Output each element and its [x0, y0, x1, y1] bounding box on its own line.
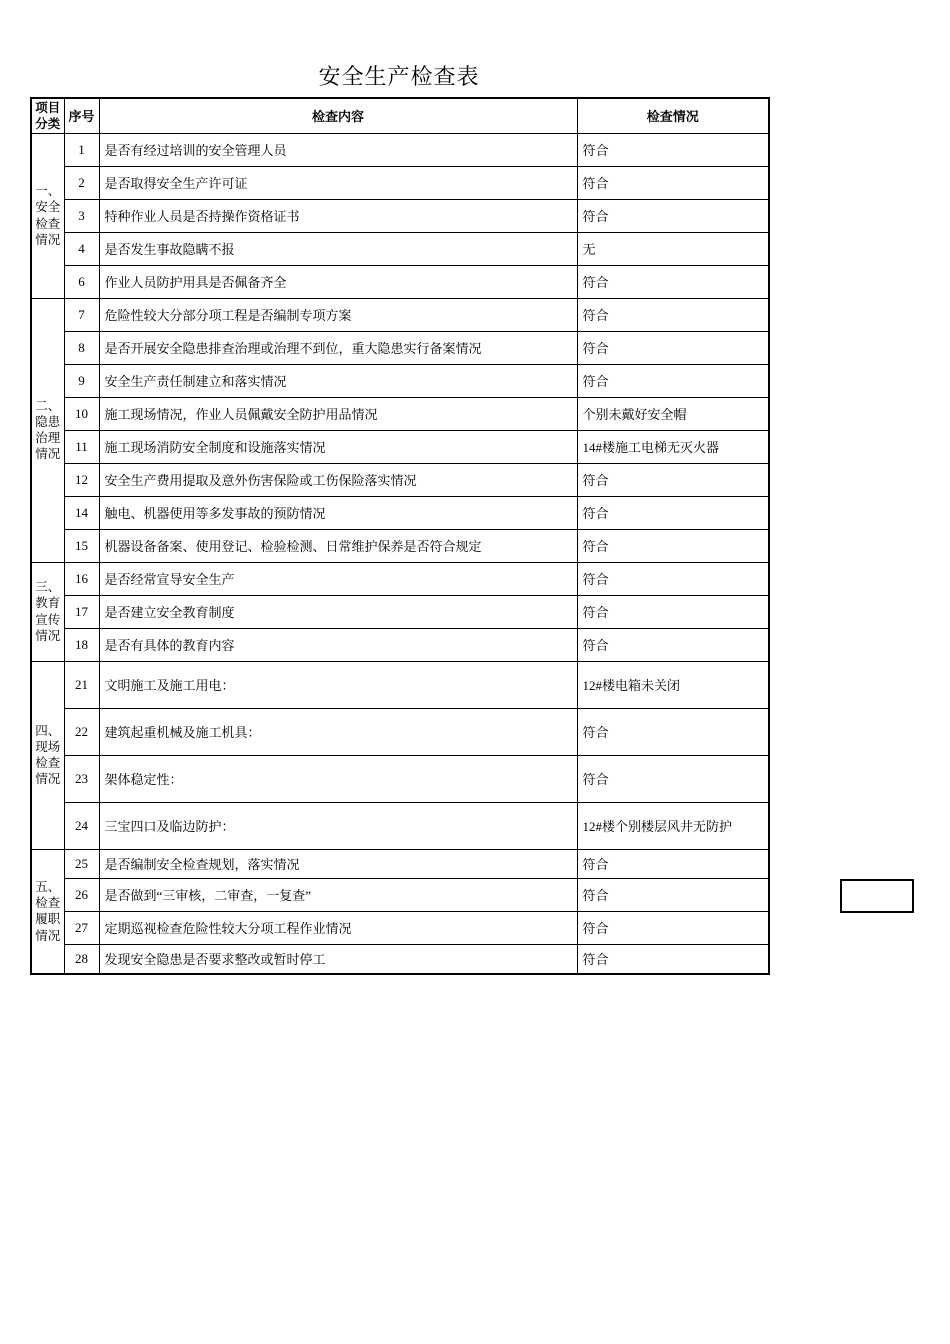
row-status: 12#楼个别楼层风井无防护 [577, 802, 769, 849]
row-status: 符合 [577, 133, 769, 166]
row-number: 22 [64, 708, 99, 755]
row-content: 安全生产责任制建立和落实情况 [99, 364, 577, 397]
row-status: 符合 [577, 364, 769, 397]
table-row [31, 911, 769, 944]
row-status: 符合 [577, 849, 769, 878]
row-number: 28 [64, 944, 99, 974]
table-row [31, 802, 769, 849]
row-number: 11 [64, 430, 99, 463]
table-row [31, 232, 769, 265]
row-content: 是否发生事故隐瞒不报 [99, 232, 577, 265]
row-content: 施工现场消防安全制度和设施落实情况 [99, 430, 577, 463]
row-number: 17 [64, 595, 99, 628]
row-content: 危险性较大分部分项工程是否编制专项方案 [99, 298, 577, 331]
row-content: 是否开展安全隐患排查治理或治理不到位，重大隐患实行备案情况 [99, 331, 577, 364]
table-row [31, 331, 769, 364]
row-status: 符合 [577, 755, 769, 802]
row-number: 1 [64, 133, 99, 166]
row-content: 机器设备备案、使用登记、检验检测、日常维护保养是否符合规定 [99, 529, 577, 562]
row-status: 符合 [577, 199, 769, 232]
header-row [31, 98, 769, 133]
row-status: 符合 [577, 595, 769, 628]
row-content: 架体稳定性： [99, 755, 577, 802]
table-row [31, 265, 769, 298]
row-number: 7 [64, 298, 99, 331]
row-number: 3 [64, 199, 99, 232]
row-status: 12#楼电箱未关闭 [577, 661, 769, 708]
table-row [31, 755, 769, 802]
table-row [31, 529, 769, 562]
row-number: 10 [64, 397, 99, 430]
row-content: 是否做到“三审核，二审查，一复查” [99, 878, 577, 911]
table-row [31, 496, 769, 529]
row-content: 发现安全隐患是否要求整改或暂时停工 [99, 944, 577, 974]
table-row [31, 628, 769, 661]
row-status: 符合 [577, 529, 769, 562]
header-status: 检查情况 [577, 98, 769, 133]
row-content: 是否经常宣导安全生产 [99, 562, 577, 595]
table-row [31, 430, 769, 463]
row-number: 26 [64, 878, 99, 911]
empty-note-box [840, 879, 914, 913]
row-status: 符合 [577, 944, 769, 974]
row-status: 个别未戴好安全帽 [577, 397, 769, 430]
table-row [31, 298, 769, 331]
table-row [31, 595, 769, 628]
row-status: 符合 [577, 911, 769, 944]
row-status: 符合 [577, 166, 769, 199]
row-number: 15 [64, 529, 99, 562]
row-number: 6 [64, 265, 99, 298]
row-number: 25 [64, 849, 99, 878]
row-status: 符合 [577, 878, 769, 911]
row-content: 施工现场情况，作业人员佩戴安全防护用品情况 [99, 397, 577, 430]
row-content: 安全生产费用提取及意外伤害保险或工伤保险落实情况 [99, 463, 577, 496]
category-cell: 一、安全检查情况 [31, 133, 64, 298]
row-content: 三宝四口及临边防护： [99, 802, 577, 849]
row-status: 符合 [577, 463, 769, 496]
row-content: 作业人员防护用具是否佩备齐全 [99, 265, 577, 298]
inspection-table [30, 97, 770, 975]
category-cell: 五、检查履职情况 [31, 849, 64, 974]
row-content: 建筑起重机械及施工机具： [99, 708, 577, 755]
table-row [31, 199, 769, 232]
row-status: 无 [577, 232, 769, 265]
table-row [31, 708, 769, 755]
row-number: 24 [64, 802, 99, 849]
row-number: 4 [64, 232, 99, 265]
row-status: 符合 [577, 298, 769, 331]
row-number: 16 [64, 562, 99, 595]
row-number: 9 [64, 364, 99, 397]
row-number: 18 [64, 628, 99, 661]
row-status: 符合 [577, 708, 769, 755]
row-content: 是否有具体的教育内容 [99, 628, 577, 661]
row-number: 12 [64, 463, 99, 496]
table-row [31, 166, 769, 199]
table-row [31, 661, 769, 708]
row-status: 符合 [577, 331, 769, 364]
row-status: 符合 [577, 562, 769, 595]
row-content: 定期巡视检查危险性较大分项工程作业情况 [99, 911, 577, 944]
row-content: 触电、机器使用等多发事故的预防情况 [99, 496, 577, 529]
row-number: 23 [64, 755, 99, 802]
row-number: 27 [64, 911, 99, 944]
category-cell: 四、现场检查情况 [31, 661, 64, 849]
row-status: 符合 [577, 496, 769, 529]
row-number: 2 [64, 166, 99, 199]
row-status: 14#楼施工电梯无灭火器 [577, 430, 769, 463]
row-content: 是否有经过培训的安全管理人员 [99, 133, 577, 166]
row-content: 文明施工及施工用电： [99, 661, 577, 708]
header-content: 检查内容 [99, 98, 577, 133]
category-cell: 三、教育宣传情况 [31, 562, 64, 661]
row-number: 14 [64, 496, 99, 529]
table-row [31, 397, 769, 430]
row-content: 是否建立安全教育制度 [99, 595, 577, 628]
page-title: 安全生产检查表 [318, 64, 480, 89]
table-row [31, 849, 769, 878]
row-status: 符合 [577, 265, 769, 298]
row-status: 符合 [577, 628, 769, 661]
table-row [31, 878, 769, 911]
header-category: 项目分类 [31, 98, 64, 133]
row-content: 特种作业人员是否持操作资格证书 [99, 199, 577, 232]
table-row [31, 133, 769, 166]
table-row [31, 562, 769, 595]
row-content: 是否编制安全检查规划，落实情况 [99, 849, 577, 878]
row-number: 21 [64, 661, 99, 708]
category-cell: 二、隐患治理情况 [31, 298, 64, 562]
header-index: 序号 [64, 98, 99, 133]
row-number: 8 [64, 331, 99, 364]
table-row [31, 463, 769, 496]
table-row [31, 944, 769, 974]
row-content: 是否取得安全生产许可证 [99, 166, 577, 199]
table-row [31, 364, 769, 397]
